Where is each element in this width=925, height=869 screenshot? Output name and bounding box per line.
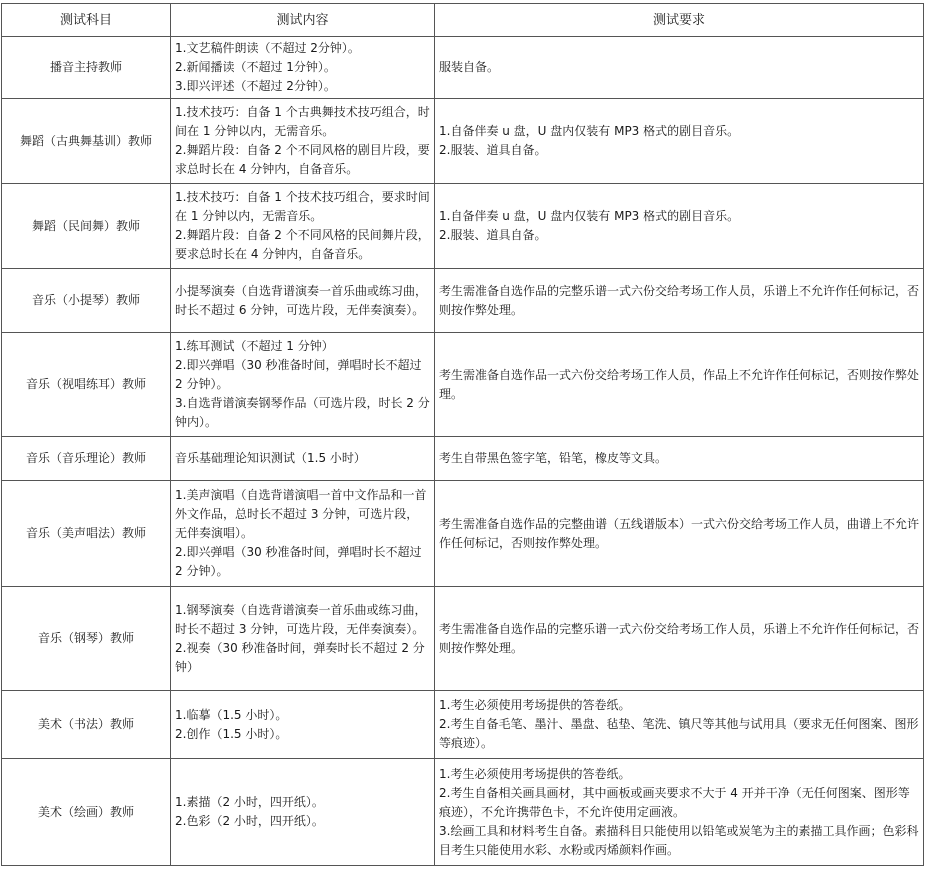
content-line: 2.新闻播读（不超过 1分钟）。 [175,60,336,74]
table-row [2,184,924,269]
table-row [2,481,924,587]
exam-requirements-table [1,3,924,866]
requirement-line: 1.自备伴奏 u 盘，U 盘内仅装有 MP3 格式的剧目音乐。 [439,209,740,223]
content-line: 1.练耳测试（不超过 1 分钟） [175,339,334,353]
requirement-cell [435,37,924,99]
requirement-cell [435,333,924,437]
subject-cell: 音乐（视唱练耳）教师 [2,333,171,437]
content-cell [171,333,435,437]
header-content: 测试内容 [171,4,435,37]
table-row [2,37,924,99]
content-line: 1.技术技巧：自备 1 个古典舞技术技巧组合，时间在 1 分钟以内，无需音乐。 [175,105,430,138]
requirement-line: 考生需准备自选作品的完整乐谱一式六份交给考场工作人员，乐谱上不允许作任何标记，否则按作弊处理。 [439,283,920,317]
content-line: 1.美声演唱（自选背谱演唱一首中文作品和一首外文作品，总时长不超过 3 分钟，可选片段，无伴奏演唱）。 [175,488,427,540]
requirement-line: 考生需准备自选作品的完整乐谱一式六份交给考场工作人员，乐谱上不允许作任何标记，否则按作弊处理。 [439,621,920,655]
table-row [2,437,924,481]
requirement-line: 2.考生自备毛笔、墨汁、墨盘、毡垫、笔洗、镇尺等其他与试用具（要求无任何图案、图形等痕迹）。 [439,717,919,750]
subject-cell: 美术（绘画）教师 [2,759,171,866]
content-line: 2.即兴弹唱（30 秒准备时间，弹唱时长不超过 2 分钟）。 [175,545,422,578]
requirement-cell [435,691,924,759]
table-row [2,759,924,866]
requirement-line: 1.考生必须使用考场提供的答卷纸。 [439,766,631,781]
header-requirement: 测试要求 [435,4,924,37]
table-row [2,99,924,184]
content-line: 2.舞蹈片段：自备 2 个不同风格的剧目片段，要求总时长在 4 分钟内，自备音乐。 [175,143,430,176]
requirement-line: 考生需准备自选作品一式六份交给考场工作人员，作品上不允许作任何标记，否则按作弊处理。 [439,367,920,401]
requirement-line: 服装自备。 [439,60,500,74]
content-cell [171,437,435,481]
subject-cell: 音乐（钢琴）教师 [2,587,171,691]
header-subject: 测试科目 [2,4,171,37]
content-line: 2.即兴弹唱（30 秒准备时间，弹唱时长不超过 2 分钟）。 [175,358,422,391]
content-cell [171,184,435,269]
requirement-cell [435,269,924,333]
requirement-cell [435,759,924,866]
requirement-cell [435,587,924,691]
requirement-line: 3.绘画工具和材料考生自备。素描科目只能使用以铅笔或炭笔为主的素描工具作画；色彩科目考生只能使用水彩、水粉或丙烯颜料作画。 [439,823,919,857]
requirement-line: 2.服装、道具自备。 [439,143,547,157]
header-row [2,4,924,37]
content-line: 3.自选背谱演奏钢琴作品（可选片段，时长 2 分钟内）。 [175,396,430,429]
content-line: 1.素描（2 小时，四开纸）。 [175,795,324,809]
table-body [2,37,924,866]
content-line: 音乐基础理论知识测试（1.5 小时） [175,451,366,465]
content-line: 小提琴演奏（自选背谱演奏一首乐曲或练习曲，时长不超过 6 分钟，可选片段，无伴奏演奏）。 [175,283,428,317]
content-line: 2.创作（1.5 小时）。 [175,726,288,741]
table-row [2,691,924,759]
requirement-line: 考生自带黑色签字笔，铅笔，橡皮等文具。 [439,451,668,465]
requirement-line: 考生需准备自选作品的完整曲谱（五线谱版本）一式六份交给考场工作人员，曲谱上不允许作任何标记，否则按作弊处理。 [439,516,920,550]
table-row [2,333,924,437]
subject-cell: 舞蹈（古典舞基训）教师 [2,99,171,184]
requirement-cell [435,437,924,481]
content-line: 1.技术技巧：自备 1 个技术技巧组合，要求时间在 1 分钟以内，无需音乐。 [175,190,430,223]
content-line: 2.视奏（30 秒准备时间，弹奏时长不超过 2 分钟） [175,640,425,674]
requirement-cell [435,99,924,184]
table-row [2,269,924,333]
requirement-line: 2.服装、道具自备。 [439,228,547,242]
content-cell [171,269,435,333]
content-cell [171,99,435,184]
subject-cell: 音乐（音乐理论）教师 [2,437,171,481]
content-line: 3.即兴评述（不超过 2分钟）。 [175,79,336,93]
content-line: 2.舞蹈片段：自备 2 个不同风格的民间舞片段，要求总时长在 4 分钟内，自备音乐。 [175,228,430,261]
subject-cell: 播音主持教师 [2,37,171,99]
content-cell [171,759,435,866]
content-line: 1.钢琴演奏（自选背谱演奏一首乐曲或练习曲，时长不超过 3 分钟，可选片段，无伴奏演奏）。 [175,602,427,636]
subject-cell: 舞蹈（民间舞）教师 [2,184,171,269]
content-cell [171,691,435,759]
table-row [2,587,924,691]
requirement-line: 2.考生自备相关画具画材，其中画板或画夹要求不大于 4 开并干净（无任何图案、图形等痕迹），不允许携带色卡，不允许使用定画液。 [439,785,910,819]
requirement-cell [435,481,924,587]
content-cell [171,587,435,691]
subject-cell: 美术（书法）教师 [2,691,171,759]
content-line: 2.色彩（2 小时，四开纸）。 [175,814,324,828]
content-cell [171,37,435,99]
subject-cell: 音乐（美声唱法）教师 [2,481,171,587]
requirement-cell [435,184,924,269]
content-cell [171,481,435,587]
requirement-line: 1.考生必须使用考场提供的答卷纸。 [439,698,631,712]
content-line: 1.文艺稿件朗读（不超过 2分钟）。 [175,41,360,55]
requirement-line: 1.自备伴奏 u 盘，U 盘内仅装有 MP3 格式的剧目音乐。 [439,124,740,138]
subject-cell: 音乐（小提琴）教师 [2,269,171,333]
content-line: 1.临摹（1.5 小时）。 [175,707,288,722]
